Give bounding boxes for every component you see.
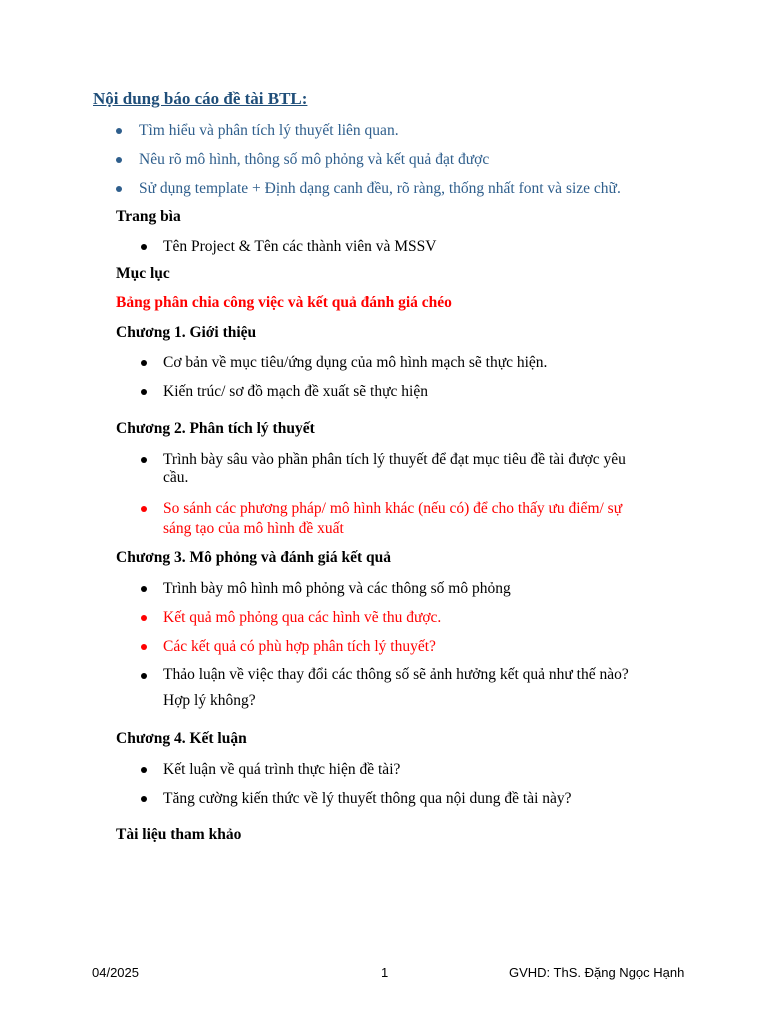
footer-date: 04/2025 (92, 965, 139, 980)
bullet-icon (141, 457, 147, 463)
toc-heading: Mục lục (116, 265, 170, 282)
references-heading: Tài liệu tham khảo (116, 826, 242, 843)
cover-item: Tên Project & Tên các thành viên và MSSV (163, 238, 437, 255)
bullet-icon (116, 186, 122, 192)
chapter-3-item-4-line-2: Hợp lý không? (163, 692, 256, 709)
chapter-2-item-2-line-1: So sánh các phương pháp/ mô hình khác (nếu có) để cho thấy ưu điểm/ sự (163, 500, 623, 517)
intro-bullet-3: Sử dụng template + Định dạng canh đều, rõ ràng, thống nhất font và size chữ. (139, 180, 621, 197)
task-division-heading: Bảng phân chia công việc và kết quả đánh giá chéo (116, 294, 452, 311)
chapter-2-item-1-line-1: Trình bày sâu vào phần phân tích lý thuyết để đạt mục tiêu đề tài được yêu (163, 451, 626, 468)
chapter-1-heading: Chương 1. Giới thiệu (116, 324, 257, 341)
bullet-icon (141, 506, 147, 512)
intro-bullet-1: Tìm hiểu và phân tích lý thuyết liên quan. (139, 122, 399, 139)
bullet-icon (141, 615, 147, 621)
intro-bullet-2: Nêu rõ mô hình, thông số mô phỏng và kết quả đạt được (139, 151, 490, 168)
chapter-3-item-1: Trình bày mô hình mô phỏng và các thông số mô phỏng (163, 580, 511, 597)
bullet-icon (141, 244, 147, 250)
chapter-3-heading: Chương 3. Mô phỏng và đánh giá kết quả (116, 549, 392, 566)
chapter-4-item-2: Tăng cường kiến thức về lý thuyết thông qua nội dung đề tài này? (163, 790, 572, 807)
chapter-4-item-1: Kết luận về quá trình thực hiện đề tài? (163, 761, 401, 778)
bullet-icon (141, 360, 147, 366)
chapter-1-item-2: Kiến trúc/ sơ đồ mạch đề xuất sẽ thực hiện (163, 383, 428, 400)
chapter-2-item-1-line-2: cầu. (163, 469, 189, 486)
chapter-2-item-2-line-2: sáng tạo của mô hình đề xuất (163, 520, 344, 537)
footer-page-number: 1 (381, 965, 389, 980)
chapter-2-heading: Chương 2. Phân tích lý thuyết (116, 420, 315, 437)
chapter-4-heading: Chương 4. Kết luận (116, 730, 247, 747)
bullet-icon (141, 586, 147, 592)
chapter-1-item-1: Cơ bản về mục tiêu/ứng dụng của mô hình mạch sẽ thực hiện. (163, 354, 548, 371)
bullet-icon (141, 767, 147, 773)
bullet-icon (141, 644, 147, 650)
chapter-3-item-2: Kết quả mô phỏng qua các hình vẽ thu được. (163, 609, 442, 626)
bullet-icon (116, 157, 122, 163)
bullet-icon (141, 673, 147, 679)
bullet-icon (141, 389, 147, 395)
bullet-icon (116, 128, 122, 134)
chapter-3-item-4-line-1: Thảo luận về việc thay đổi các thông số sẽ ảnh hưởng kết quả như thế nào? (163, 666, 629, 683)
chapter-3-item-3: Các kết quả có phù hợp phân tích lý thuyết? (163, 638, 436, 655)
bullet-icon (141, 796, 147, 802)
footer-advisor: GVHD: ThS. Đặng Ngọc Hạnh (509, 965, 685, 980)
document-title: Nội dung báo cáo đề tài BTL: (93, 89, 308, 108)
cover-heading: Trang bìa (116, 208, 181, 225)
